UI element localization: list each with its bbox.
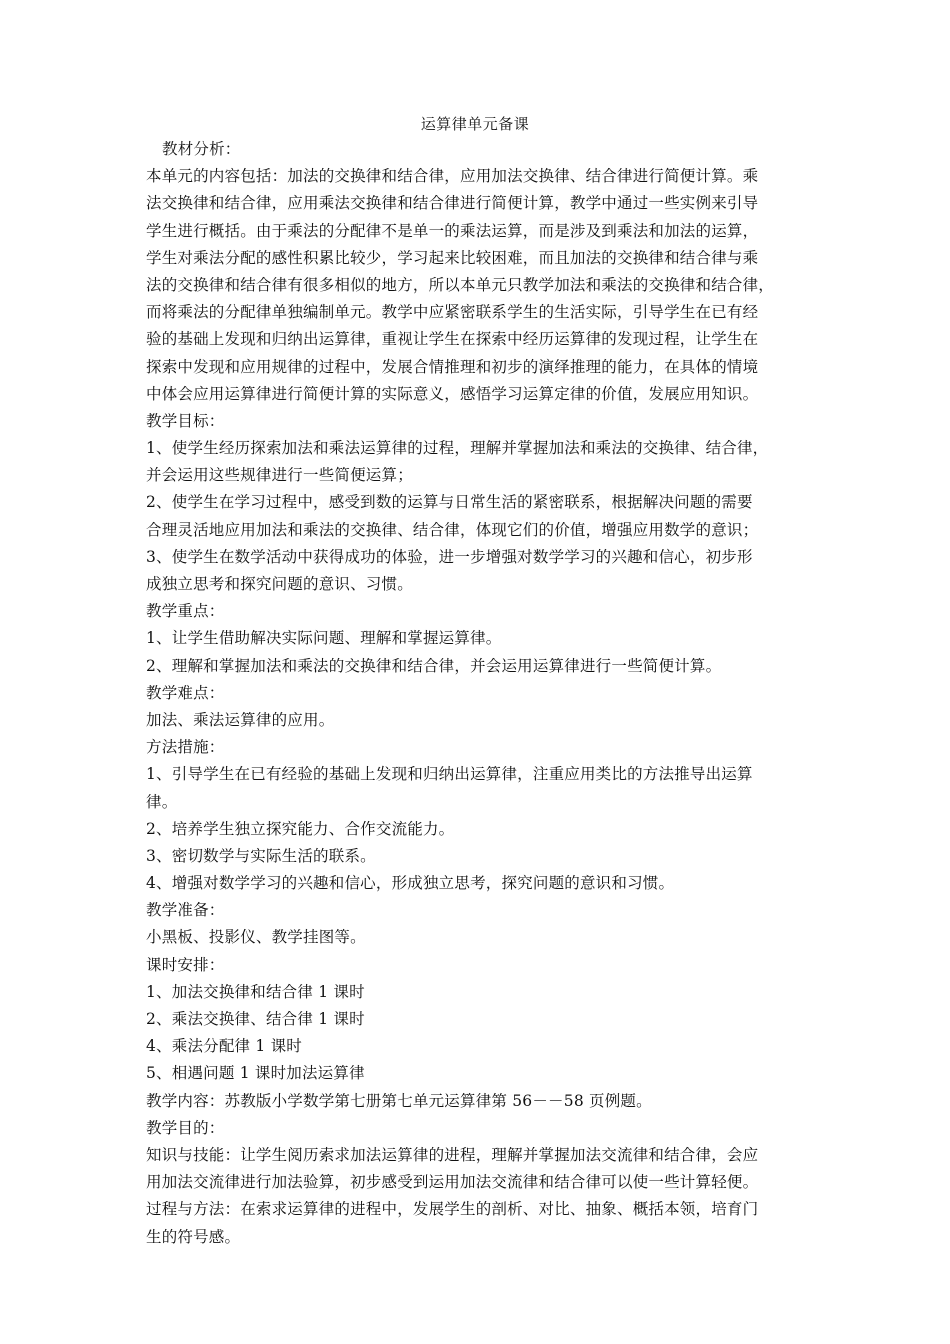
document-title: 运算律单元备课 xyxy=(420,115,530,133)
paragraph-line: 加法、乘法运算律的应用。 xyxy=(146,710,335,729)
section-heading-preparation: 教学准备： xyxy=(146,901,225,920)
paragraph-line: 本单元的内容包括：加法的交换律和结合律，应用加法交换律、结合律进行简便计算。乘 xyxy=(146,167,759,186)
list-item: 1、加法交换律和结合律 1 课时 xyxy=(146,982,365,1001)
list-item: 2、理解和掌握加法和乘法的交换律和结合律，并会运用运算律进行一些简便计算。 xyxy=(146,656,722,675)
list-item: 4、乘法分配律 1 课时 xyxy=(146,1037,302,1056)
list-item: 3、使学生在数学活动中获得成功的体验，进一步增强对数学学习的兴趣和信心，初步形 xyxy=(146,547,753,566)
list-item: 2、培养学生独立探究能力、合作交流能力。 xyxy=(146,819,455,838)
list-item: 5、相遇问题 1 课时加法运算律 xyxy=(146,1064,365,1083)
list-item: 2、使学生在学习过程中，感受到数的运算与日常生活的紧密联系，根据解决问题的需要 xyxy=(146,493,753,512)
section-heading-key-points: 教学重点： xyxy=(146,602,225,621)
document-body xyxy=(146,136,836,1251)
paragraph-line: 法的交换律和结合律有很多相似的地方，所以本单元只教学加法和乘法的交换律和结合律， xyxy=(146,275,775,294)
paragraph-line: 验的基础上发现和归纳出运算律，重视让学生在探索中经历运算律的发现过程，让学生在 xyxy=(146,330,759,349)
list-item-continuation: 成独立思考和探究问题的意识、习惯。 xyxy=(146,575,413,593)
section-heading-schedule: 课时安排： xyxy=(146,955,225,974)
list-item: 1、让学生借助解决实际问题、理解和掌握运算律。 xyxy=(146,629,502,648)
paragraph-line: 探索中发现和应用规律的过程中，发展合情推理和初步的演绎推理的能力，在具体的情境 xyxy=(146,357,759,376)
paragraph-line: 生的符号感。 xyxy=(146,1227,241,1246)
teaching-content-line: 教学内容：苏教版小学数学第七册第七单元运算律第 56－－58 页例题。 xyxy=(146,1091,652,1110)
paragraph-line: 中体会应用运算律进行简便计算的实际意义，感悟学习运算定律的价值，发展应用知识。 xyxy=(146,384,759,403)
section-heading-textbook-analysis: 教材分析： xyxy=(162,140,241,158)
paragraph-line: 法交换律和结合律，应用乘法交换律和结合律进行简便计算，教学中通过一些实例来引导 xyxy=(146,194,759,213)
list-item: 3、密切数学与实际生活的联系。 xyxy=(146,846,376,865)
section-heading-objectives: 教学目的： xyxy=(146,1118,225,1137)
paragraph-line: 学生进行概括。由于乘法的分配律不是单一的乘法运算，而是涉及到乘法和加法的运算， xyxy=(146,221,759,240)
list-item: 1、引导学生在已有经验的基础上发现和归纳出运算律，注重应用类比的方法推导出运算 xyxy=(146,765,753,784)
paragraph-line: 用加法交流律进行加法验算，初步感受到运用加法交流律和结合律可以使一些计算轻便。 xyxy=(146,1173,759,1192)
list-item-continuation: 合理灵活地应用加法和乘法的交换律、结合律，体现它们的价值，增强应用数学的意识； xyxy=(146,520,759,539)
paragraph-line: 过程与方法：在索求运算律的进程中，发展学生的剖析、对比、抽象、概括本领，培育门 xyxy=(146,1200,759,1219)
paragraph-line: 小黑板、投影仪、教学挂图等。 xyxy=(146,928,366,947)
list-item: 2、乘法交换律、结合律 1 课时 xyxy=(146,1010,365,1028)
paragraph-line: 知识与技能：让学生阅历索求加法运算律的进程，理解并掌握加法交流律和结合律，会应 xyxy=(146,1145,759,1164)
section-heading-methods: 方法措施： xyxy=(146,738,225,757)
section-heading-teaching-goals: 教学目标： xyxy=(146,411,225,430)
list-item: 4、增强对数学学习的兴趣和信心，形成独立思考，探究问题的意识和习惯。 xyxy=(146,874,675,893)
list-item: 1、使学生经历探索加法和乘法运算律的过程，理解并掌握加法和乘法的交换律、结合律， xyxy=(146,439,769,458)
paragraph-line: 而将乘法的分配律单独编制单元。教学中应紧密联系学生的生活实际，引导学生在已有经 xyxy=(146,303,759,322)
section-heading-difficulties: 教学难点： xyxy=(146,683,225,702)
list-item-continuation: 并会运用这些规律进行一些简便运算； xyxy=(146,466,413,485)
paragraph-line: 学生对乘法分配的感性积累比较少，学习起来比较困难，而且加法的交换律和结合律与乘 xyxy=(146,248,759,267)
list-item-continuation: 律。 xyxy=(146,792,178,811)
